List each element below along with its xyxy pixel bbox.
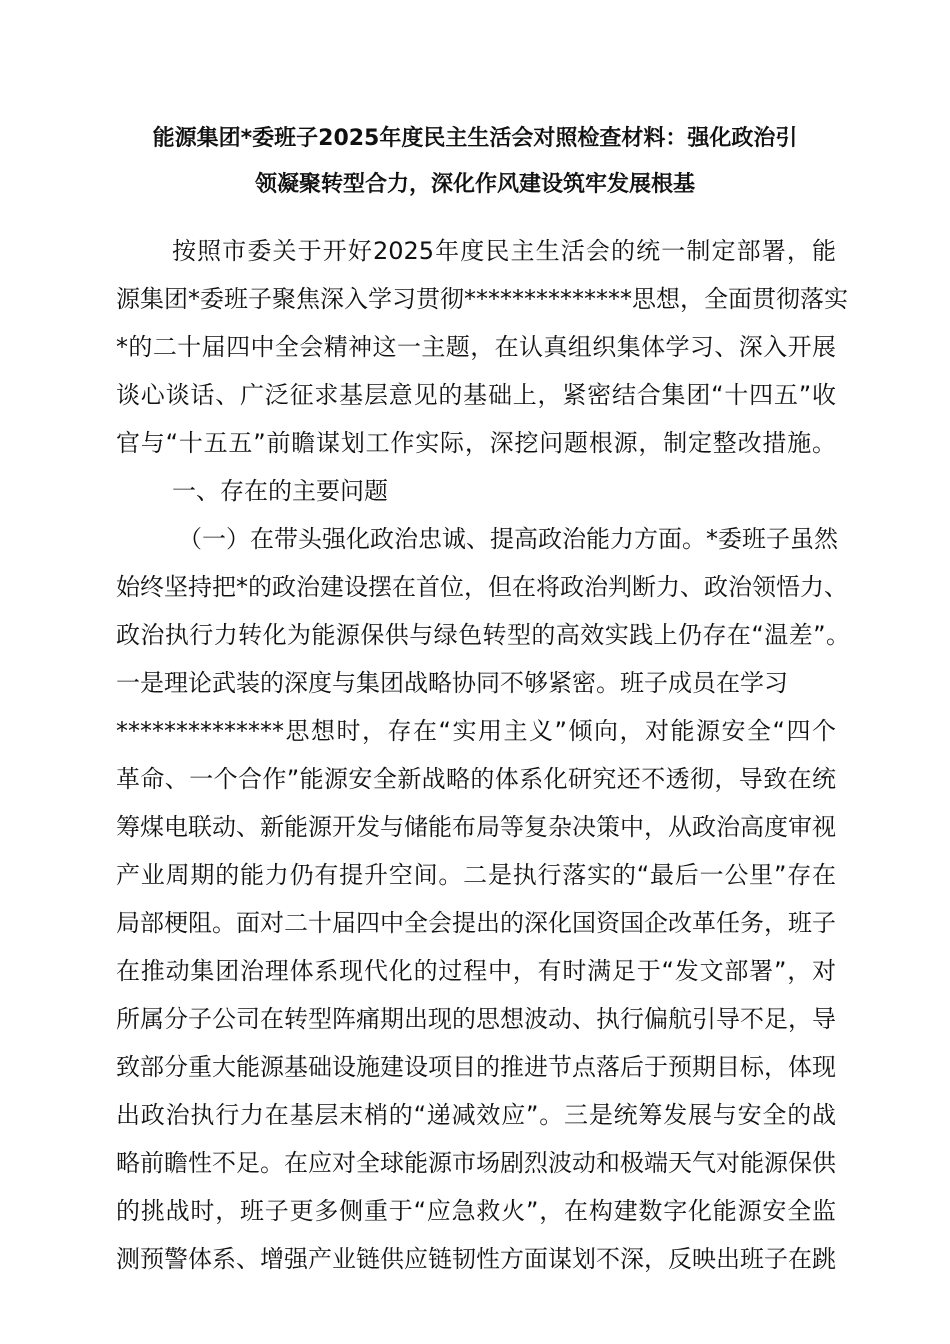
intro-paragraph-line: 源集团*委班子聚焦深入学习贯彻**************思想，全面贯彻落实 bbox=[116, 285, 848, 313]
body-paragraph-line: 一是理论武装的深度与集团战略协同不够紧密。班子成员在学习 bbox=[116, 669, 788, 697]
intro-paragraph-line: 谈心谈话、广泛征求基层意见的基础上，紧密结合集团“十四五”收 bbox=[116, 381, 836, 409]
document-title-line-1: 能源集团*委班子2025年度民主生活会对照检查材料：强化政治引 bbox=[152, 126, 798, 151]
intro-paragraph-line: *的二十届四中全会精神这一主题，在认真组织集体学习、深入开展 bbox=[116, 333, 836, 361]
body-paragraph-line: （一）在带头强化政治忠诚、提高政治能力方面。*委班子虽然 bbox=[178, 525, 838, 553]
body-paragraph-line: 始终坚持把*的政治建设摆在首位，但在将政治判断力、政治领悟力、 bbox=[116, 573, 848, 601]
body-paragraph-line: 革命、一个合作”能源安全新战略的体系化研究还不透彻，导致在统 bbox=[116, 765, 836, 793]
body-paragraph-line: 测预警体系、增强产业链供应链韧性方面谋划不深，反映出班子在跳 bbox=[116, 1245, 836, 1273]
body-paragraph-line: 略前瞻性不足。在应对全球能源市场剧烈波动和极端天气对能源保供 bbox=[116, 1149, 836, 1177]
intro-paragraph-line: 官与“十五五”前瞻谋划工作实际，深挖问题根源，制定整改措施。 bbox=[116, 429, 836, 457]
intro-paragraph-line: 按照市委关于开好2025年度民主生活会的统一制定部署，能 bbox=[172, 237, 836, 265]
body-paragraph-line: 产业周期的能力仍有提升空间。二是执行落实的“最后一公里”存在 bbox=[116, 861, 836, 889]
body-paragraph-line: 所属分子公司在转型阵痛期出现的思想波动、执行偏航引导不足，导 bbox=[116, 1005, 836, 1033]
body-paragraph-line: 政治执行力转化为能源保供与绿色转型的高效实践上仍存在“温差”。 bbox=[116, 621, 850, 649]
section-heading: 一、存在的主要问题 bbox=[172, 477, 388, 505]
body-paragraph-line: 出政治执行力在基层末梢的“递减效应”。三是统筹发展与安全的战 bbox=[116, 1101, 836, 1129]
body-paragraph-line: 的挑战时，班子更多侧重于“应急救火”，在构建数字化能源安全监 bbox=[116, 1197, 836, 1225]
body-paragraph-line: 在推动集团治理体系现代化的过程中，有时满足于“发文部署”，对 bbox=[116, 957, 836, 985]
body-paragraph-line: 致部分重大能源基础设施建设项目的推进节点落后于预期目标，体现 bbox=[116, 1053, 836, 1081]
body-paragraph-line: **************思想时，存在“实用主义”倾向，对能源安全“四个 bbox=[116, 717, 836, 745]
body-paragraph-line: 局部梗阻。面对二十届四中全会提出的深化国资国企改革任务，班子 bbox=[116, 909, 836, 937]
document-title-line-2: 领凝聚转型合力，深化作风建设筑牢发展根基 bbox=[254, 172, 695, 197]
body-paragraph-line: 筹煤电联动、新能源开发与储能布局等复杂决策中，从政治高度审视 bbox=[116, 813, 836, 841]
